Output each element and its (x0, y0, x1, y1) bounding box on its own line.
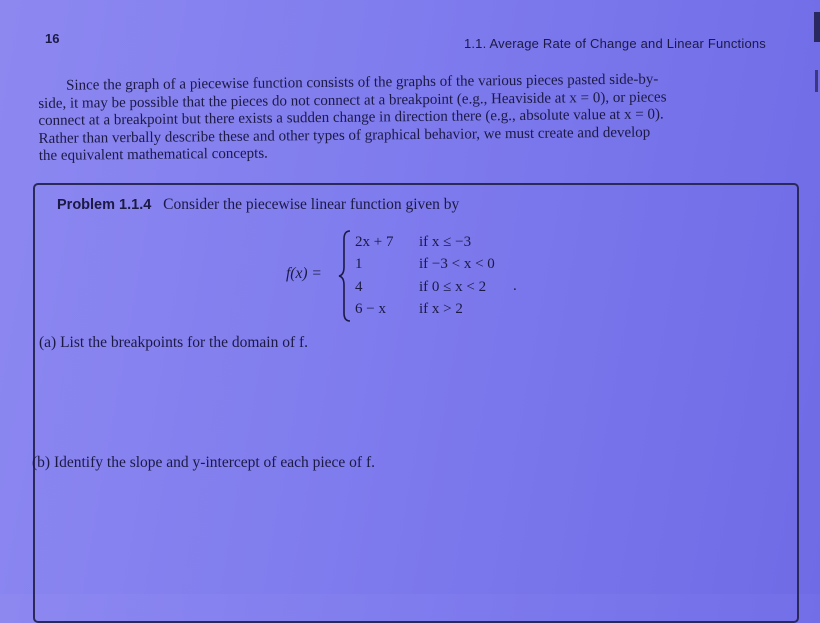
page-number: 16 (45, 31, 60, 46)
intro-line: Since the graph of a piecewise function consists of the graphs of the various pieces pasted side-by- (65, 71, 659, 94)
intro-line: connect at a breakpoint but there exists a sudden change in direction there (e.g., absolute value at x = 0). (38, 106, 664, 129)
case-row (355, 254, 495, 277)
page-edge-shadow (814, 12, 820, 42)
intro-line: side, it may be possible that the pieces do not connect at a breakpoint (e.g., Heaviside at x = 0), or pieces (38, 88, 667, 112)
piecewise-cases (355, 231, 495, 321)
function-lhs: f(x) = (286, 265, 322, 282)
part-b-question: (b) Identify the slope and y-intercept of each piece of f. (32, 454, 375, 471)
case-condition: if −3 < x < 0 (419, 256, 495, 273)
part-a-question: (a) List the breakpoints for the domain of f. (39, 334, 309, 351)
intro-line: the equivalent mathematical concepts. (38, 145, 268, 164)
case-row (355, 276, 495, 299)
case-condition: if x > 2 (419, 301, 463, 318)
problem-heading (57, 196, 459, 214)
intro-line: Rather than verbally describe these and other types of graphical behavior, we must create and develop (38, 124, 651, 147)
function-period: . (513, 278, 517, 294)
problem-statement: Consider the piecewise linear function given by (163, 196, 460, 213)
case-row (355, 299, 495, 322)
intro-paragraph (38, 70, 774, 165)
case-expression: 1 (355, 256, 363, 273)
problem-label: Problem 1.1.4 (57, 197, 152, 213)
case-expression: 2x + 7 (355, 233, 394, 250)
case-expression: 6 − x (355, 301, 386, 318)
running-head: 1.1. Average Rate of Change and Linear Functions (463, 36, 766, 51)
case-expression: 4 (355, 278, 363, 295)
left-brace-icon (338, 229, 352, 323)
page-edge-mark (815, 70, 818, 92)
case-row (355, 231, 495, 254)
case-condition: if 0 ≤ x < 2 (419, 278, 487, 295)
case-condition: if x ≤ −3 (419, 233, 472, 250)
